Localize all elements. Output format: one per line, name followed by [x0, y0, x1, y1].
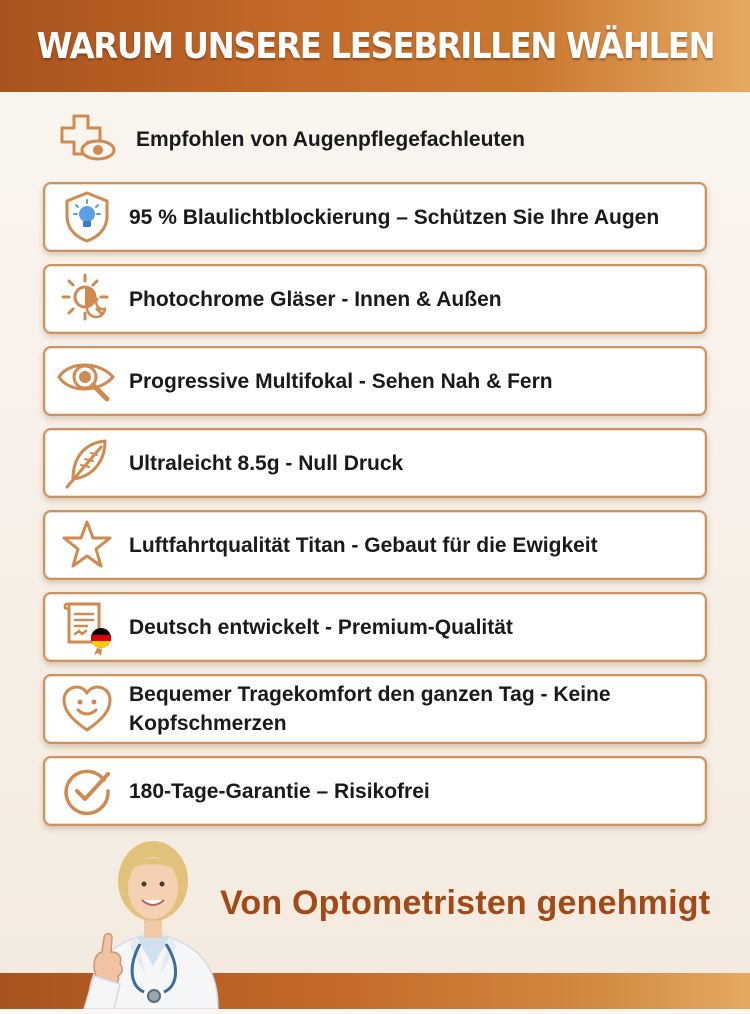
- feature-card-photochromic: [43, 264, 707, 334]
- feature-text: 95 % Blaulichtblockierung – Schützen Sie Ihre Augen: [129, 205, 660, 229]
- feature-text: Luftfahrtqualität Titan - Gebaut für die Ewigkeit: [129, 533, 598, 557]
- page-title: WARUM UNSERE LESEBRILLEN WÄHLEN: [36, 25, 714, 67]
- feature-text: Bequemer Tragekomfort den ganzen Tag - Keine Kopfschmerzen: [129, 683, 611, 735]
- optometrist-approved-text: Von Optometristen genehmigt: [220, 884, 711, 922]
- certificate-germany-icon: [45, 594, 129, 660]
- feature-card-german: [43, 592, 707, 662]
- check-circle-icon: [45, 758, 129, 824]
- heart-smile-icon: [45, 676, 129, 742]
- feature-text: Ultraleicht 8.5g - Null Druck: [129, 451, 404, 475]
- intro-text: Empfohlen von Augenpflegefachleuten: [136, 128, 525, 151]
- optometrist-illustration: [58, 826, 238, 1009]
- feature-card-comfort: [43, 674, 707, 744]
- sun-moon-icon: [45, 266, 129, 332]
- feature-card-progressive: [43, 346, 707, 416]
- feature-card-titanium: [43, 510, 707, 580]
- feature-text: Progressive Multifokal - Sehen Nah & Fern: [129, 369, 553, 393]
- feature-text: 180-Tage-Garantie – Risikofrei: [129, 779, 430, 803]
- feather-icon: [45, 430, 129, 496]
- star-icon: [45, 512, 129, 578]
- feature-text: Deutsch entwickelt - Premium-Qualität: [129, 615, 513, 639]
- intro-row: [56, 110, 696, 170]
- feature-card-guarantee: [43, 756, 707, 826]
- feature-text: Photochrome Gläser - Innen & Außen: [129, 287, 502, 311]
- feature-card-ultralight: [43, 428, 707, 498]
- medical-cross-eye-icon: [56, 110, 120, 170]
- eye-magnifier-icon: [45, 348, 129, 414]
- shield-bulb-icon: [45, 184, 129, 250]
- feature-card-blue-light: [43, 182, 707, 252]
- header-banner: [0, 0, 750, 92]
